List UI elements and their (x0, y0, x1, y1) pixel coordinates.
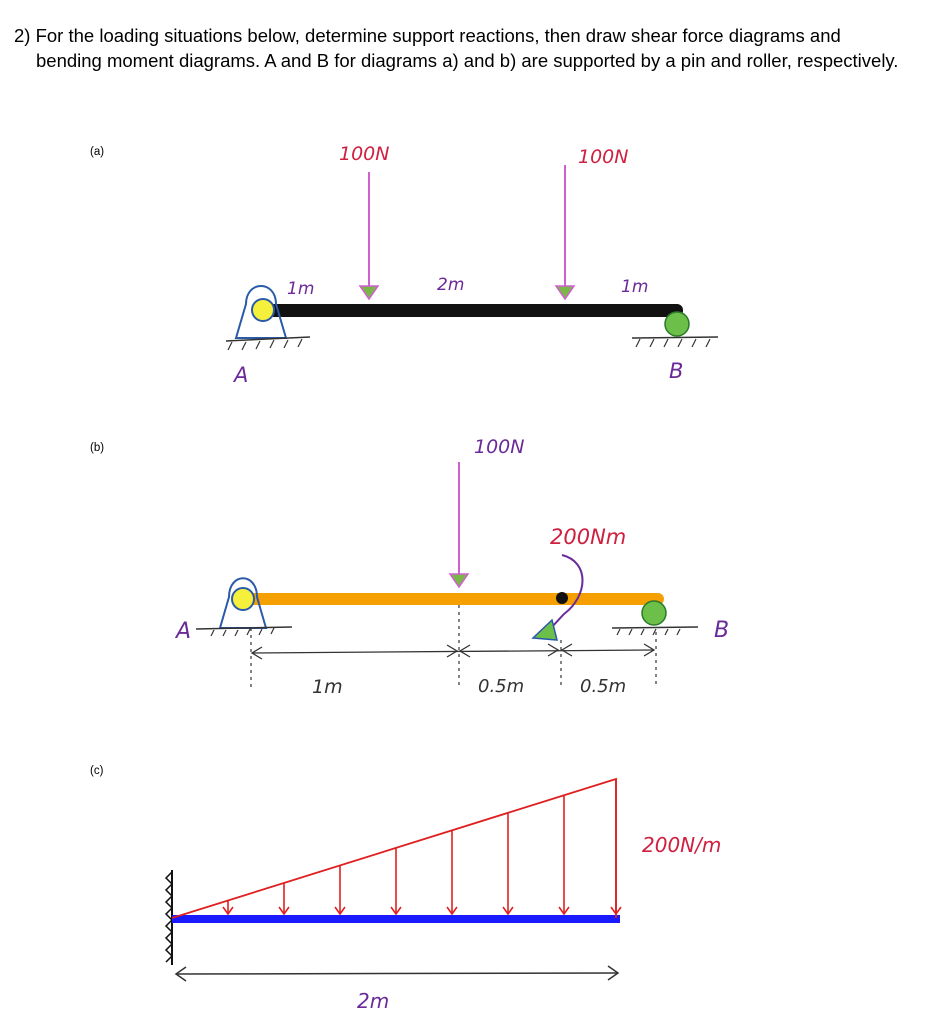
ground-line-b (632, 337, 718, 338)
figure-label-a: (a) (90, 146, 105, 158)
beam-c (172, 915, 620, 923)
ground-hatch-b-b (617, 629, 680, 635)
roller-b (665, 312, 689, 336)
load-arrow-b-head (450, 574, 468, 587)
load-b-label: 100N (474, 436, 525, 458)
load-arrow-2-head (556, 286, 574, 299)
dimension-lines-b (252, 644, 654, 659)
beam-b (244, 593, 664, 605)
distributed-load-outline (172, 779, 616, 918)
support-a-label: A (234, 363, 249, 387)
span-2-label: 2m (437, 275, 465, 295)
dim-1-label: 1m (312, 676, 343, 698)
roller-b-b (642, 601, 666, 625)
beam-a (262, 304, 683, 317)
ground-line-b-a (196, 627, 292, 629)
support-b-label: B (669, 359, 684, 383)
figure-label-c: (c) (90, 765, 104, 777)
moment-arrow-head (533, 620, 557, 640)
question-line-1: 2) For the loading situations below, determine support reactions, then draw shear force diagrams and (14, 25, 841, 46)
load-1-label: 100N (339, 143, 390, 165)
diagram-a (226, 143, 718, 387)
moment-point (556, 592, 568, 604)
moment-arc (551, 555, 583, 628)
diagram-c (166, 779, 721, 1013)
pin-a (252, 299, 274, 321)
span-3-label: 1m (621, 277, 649, 297)
distributed-load-arrows (223, 779, 621, 914)
figure-label-b: (b) (90, 442, 105, 454)
span-1-label: 1m (287, 279, 315, 299)
ground-line-b-b (612, 627, 698, 628)
load-2-label: 100N (578, 146, 629, 168)
pin-b-a (232, 588, 254, 610)
moment-label: 200Nm (550, 525, 627, 549)
support-b-b-label: B (714, 618, 730, 643)
support-b-a-label: A (176, 619, 192, 644)
load-arrow-1-head (360, 286, 378, 299)
dimension-line-c (176, 966, 618, 981)
dim-3-label: 0.5m (580, 676, 627, 697)
diagram-b (174, 436, 729, 698)
dim-2-label: 0.5m (478, 676, 525, 697)
load-intensity-label: 200N/m (642, 833, 722, 857)
question-line-2: bending moment diagrams. A and B for diagrams a) and b) are supported by a pin and roller, respectively. (36, 49, 899, 71)
length-label: 2m (357, 989, 390, 1013)
ground-hatch-b (636, 339, 710, 347)
